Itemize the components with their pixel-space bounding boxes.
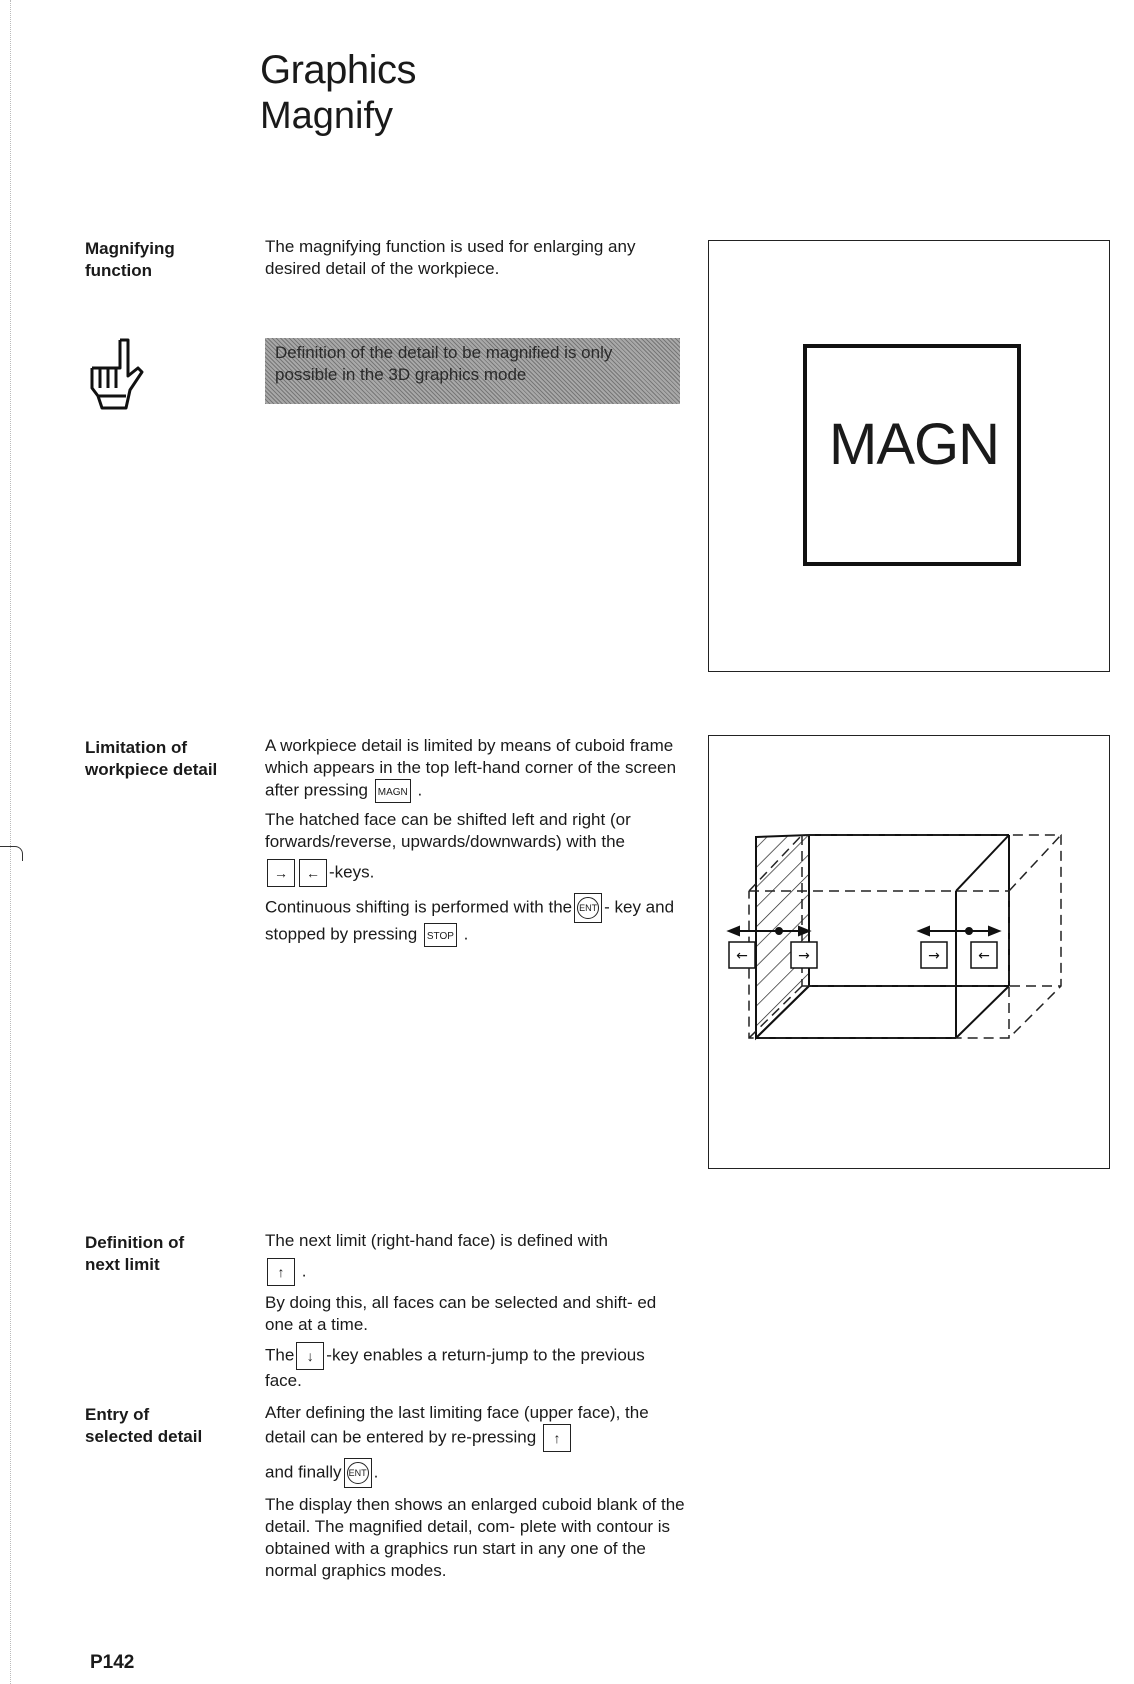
svg-text:←: ← [736,948,748,964]
ent-key-icon: ENT [574,893,602,923]
cuboid-frame-figure [708,735,1110,1169]
cuboid-diagram [709,736,1109,1168]
arrow-right-key-icon: → [267,859,295,887]
section-label-magnifying: Magnifying function [85,239,175,280]
arrow-left-key-icon: ← [299,859,327,887]
arrow-up-key-icon: ↑ [543,1424,571,1452]
svg-text:→: → [798,948,810,964]
stop-key-icon: STOP [424,923,457,947]
section-label-entry: Entry of selected detail [85,1405,203,1446]
magn-key-label: MAGN [829,412,999,477]
ent-key-icon: ENT [344,1458,372,1488]
magn-key: MAGN [375,779,411,803]
arrow-down-key-icon: ↓ [296,1342,324,1370]
entry-text: After defining the last limiting face (upper face), the detail can be entered by re-pressing ↑ and finally ENT . The display then shows an enlarged cuboid blank of the detail. The magnified detail, com- plete with contour is obtained with a graphics run start in any one of the normal graphics modes. [265,1403,685,1580]
section-label-definition: Definition of next limit [85,1233,185,1274]
margin-dotted-line [0,0,11,1684]
arrow-up-key-icon: ↑ [267,1258,295,1286]
definition-text: The next limit (right-hand face) is defined with ↑ . By doing this, all faces can be selected and shift- ed one at a time. The ↓ -key enables a return-jump to the previous face. [265,1231,657,1390]
page-title: Graphics [260,48,417,92]
limitation-text: A workpiece detail is limited by means of cuboid frame which appears in the top left-hand corner of the screen after pressing MAGN . The hatched face can be shifted left and right (or forwards/reverse, upwards/downwards) with the → ← -keys. Continuous shifting is performed with the ENT - key and stopped by pressing STOP . [265,735,685,953]
page-subtitle: Magnify [260,95,394,137]
section-label-limitation: Limitation of workpiece detail [85,738,218,779]
info-note: Definition of the detail to be magnified is only possible in the 3D graphics mode [265,338,680,404]
magnifying-text: The magnifying function is used for enlarging any desired detail of the workpiece. [265,237,636,278]
page-number: P142 [90,1652,135,1673]
svg-text:→: → [928,948,940,964]
svg-text:←: ← [978,948,990,964]
pointing-hand-icon [80,332,150,427]
margin-tab-mark [0,846,23,861]
